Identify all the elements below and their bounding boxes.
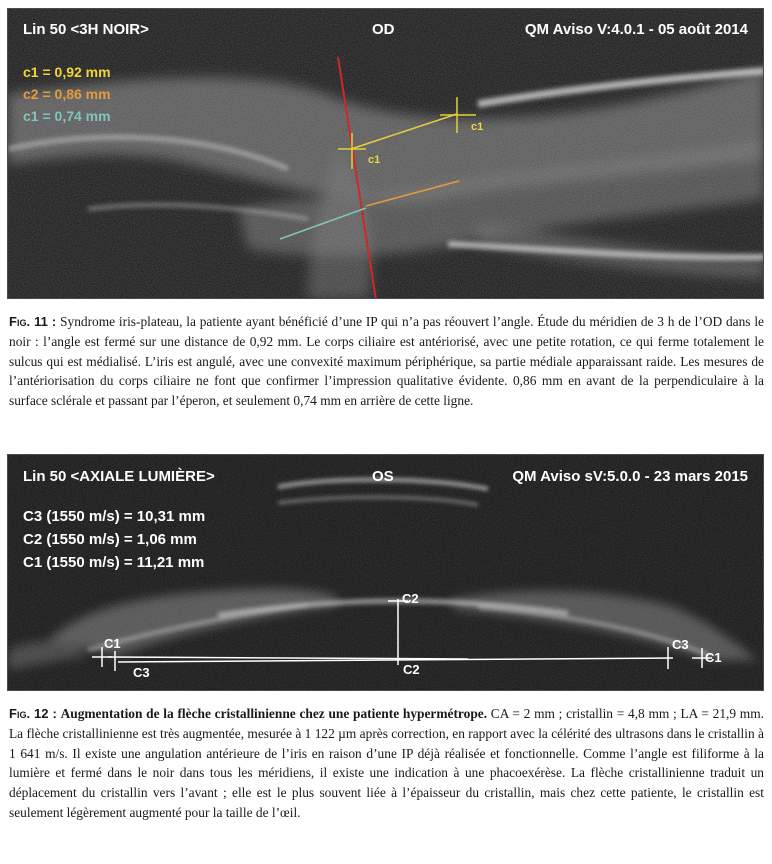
ultrasound-scan-graphic (8, 9, 764, 299)
marker-c3-left: C3 (133, 665, 150, 680)
figure-12-label: Fig. 12 : (9, 706, 57, 721)
figure-12-title: Augmentation de la flèche cristallinienne chez une patiente hypermétrope. (60, 706, 488, 721)
device-version-label: QM Aviso V:4.0.1 - 05 août 2014 (524, 21, 748, 38)
marker-c1-left: c1 (368, 154, 381, 166)
marker-c1-right: C1 (705, 650, 722, 665)
ultrasound-scan-graphic-2 (8, 455, 764, 691)
figure-11-text: Syndrome iris-plateau, la patiente ayant bénéficié d’une IP qui n’a pas réouvert l’angle. Étude du méridien de 3 h de l’OD dans le noir : l’angle est fermé sur une distance de 0,92 mm. Le corps ciliaire est antériorisé, avec une petite rotation, ce qui ferme totalement le sulcus qui est médialisé. L’iris est angulé, avec une convexité maximum périphérique, sa partie médiale apparaissant raide. Les mesures de l’antériorisation du corps ciliaire ne font que confirmer l’impression qualitative évidente. 0,86 mm en avant de la perpendiculaire à la surface sclérale et passant par l’éperon, et seulement 0,74 mm en arrière de cette ligne. (9, 314, 764, 409)
ultrasound-image-fig12 (7, 454, 764, 691)
figure-12-text: CA = 2 mm ; cristallin = 4,8 mm ; LA = 21,9 mm. La flèche cristallinienne est très augmentée, mesurée à 1 122 µm après correction, en rapport avec la célérité des ultrasons dans le cristallin à 1 641 m/s. Il existe une angulation antérieure de l’iris en raison d’une IP déjà réalisée et fonctionnelle. Comme l’angle est filiforme à la lumière et fermé dans le noir dans tous les méridiens, il existe une indication à une phacoexérèse. La flèche cristallinienne traduit un déplacement du cristallin vers l’avant ; elle est le plus souvent liée à l’épaisseur du cristallin, mais chez cette patiente, le cristallin est seulement légèrement augmenté pour la taille de l’œil. (9, 706, 764, 820)
measurement-c1: c1 = 0,92 mm (23, 64, 111, 80)
device-version-label-2: QM Aviso sV:5.0.0 - 23 mars 2015 (512, 468, 748, 485)
figure-12-caption (9, 704, 764, 823)
eye-label-2: OS (372, 468, 394, 485)
eye-label: OD (372, 21, 395, 38)
marker-c1-right: c1 (471, 121, 484, 133)
ultrasound-image-fig11 (7, 8, 764, 299)
marker-c1-left: C1 (104, 636, 121, 651)
figure-11-label: Fig. 11 : (9, 314, 57, 329)
measurement-c2: c2 = 0,86 mm (23, 86, 111, 102)
scan-mode-label: Lin 50 <3H NOIR> (23, 21, 149, 38)
measurement-c3: C3 (1550 m/s) = 10,31 mm (23, 508, 206, 525)
measurement-c1: C1 (1550 m/s) = 11,21 mm (23, 554, 205, 571)
scan-mode-label-2: Lin 50 <AXIALE LUMIÈRE> (23, 468, 215, 485)
marker-c3-right: C3 (672, 637, 689, 652)
figure-11-caption (9, 312, 764, 411)
marker-c2-top: C2 (402, 591, 419, 606)
measurement-c2: C2 (1550 m/s) = 1,06 mm (23, 531, 197, 548)
measurement-c1b: c1 = 0,74 mm (23, 108, 111, 124)
marker-c2-bottom: C2 (403, 662, 420, 677)
